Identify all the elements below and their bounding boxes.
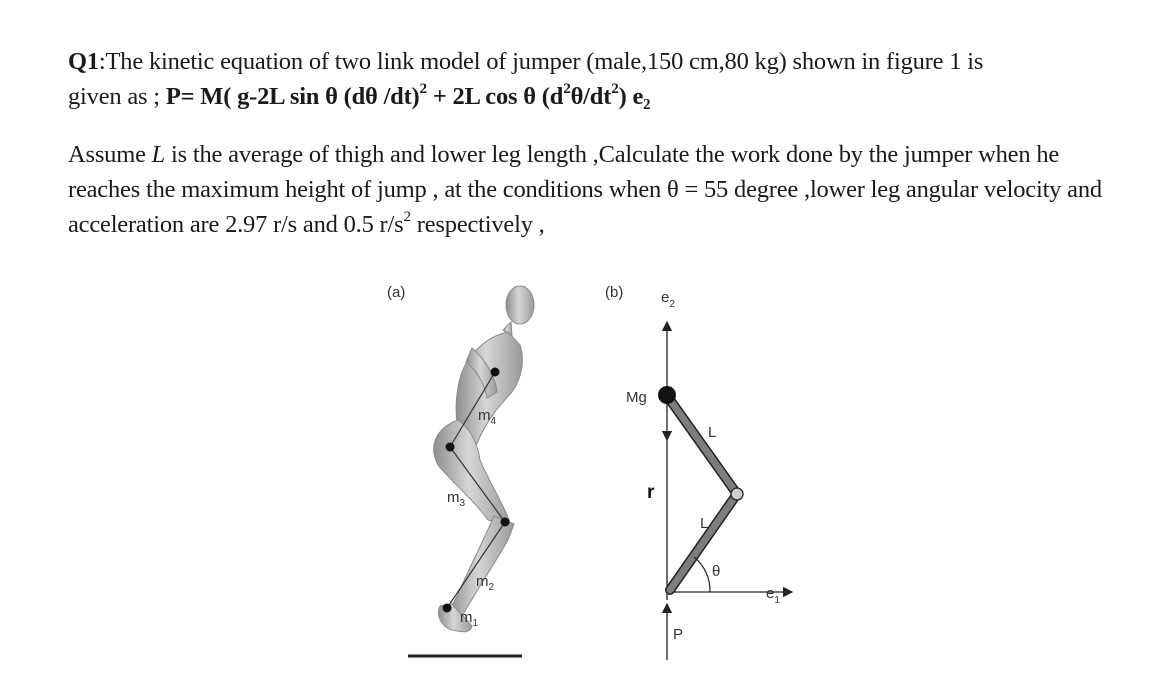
label-r: r — [647, 482, 655, 503]
label-e2: $e_2$ — [661, 289, 675, 310]
label-m4: $m_4$ — [478, 407, 497, 427]
theta-arc — [694, 557, 710, 592]
shoulder-joint — [491, 368, 500, 377]
knee-joint-node — [731, 488, 743, 500]
label-e1: $e_1$ — [766, 585, 780, 606]
jumper-lower-leg — [448, 516, 514, 620]
label-m3: $m_3$ — [447, 489, 466, 509]
assume-text: Assume — [68, 141, 152, 168]
conditions-text: is the average of thigh and lower leg length ,Calculate the work done by the jumper when he reaches the maximum height of jump , at the conditions when θ = 55 degree ,lower leg angular velocity and acceleration are 2.97 r/s and 0.5 r/s — [68, 141, 1102, 238]
variable-L: L — [151, 141, 166, 168]
lower-link — [670, 494, 737, 590]
panel-a-label: (a) — [387, 284, 406, 301]
respectively-text: respectively , — [410, 211, 545, 238]
mass-point — [658, 386, 676, 404]
equation-part: θ/dt — [570, 83, 612, 110]
label-Mg: Mg — [626, 389, 647, 406]
knee-joint — [501, 518, 510, 527]
equation-exponent: 2 — [563, 80, 571, 98]
label-m1: $m_1$ — [460, 609, 479, 629]
label-m2: $m_2$ — [476, 573, 495, 593]
question-intro: :The kinetic equation of two link model of jumper (male,150 cm,80 kg) shown in figure 1 is — [98, 48, 984, 75]
given-as-text: given as ; — [68, 83, 166, 110]
ankle-joint — [443, 604, 452, 613]
units-exponent: 2 — [403, 208, 411, 226]
equation-part: ) e₂ — [618, 83, 651, 110]
equation-part: + 2L cos θ (d — [426, 83, 564, 110]
equation-part: P= M( g-2L sin θ (dθ /dt) — [165, 83, 420, 110]
upper-link — [668, 397, 737, 494]
question-label: Q1 — [68, 48, 99, 75]
panel-a — [387, 284, 534, 656]
panel-b-label: (b) — [605, 284, 624, 301]
label-theta: θ — [712, 563, 721, 580]
panel-b — [605, 284, 792, 660]
jumper-head — [506, 286, 534, 324]
hip-joint — [446, 443, 455, 452]
equation-exponent: 2 — [611, 80, 619, 98]
label-P: P — [673, 626, 684, 643]
equation-exponent: 2 — [419, 80, 427, 98]
jumper-thigh — [434, 420, 512, 528]
label-L-lower: L — [700, 515, 709, 532]
label-L-upper: L — [708, 424, 717, 441]
